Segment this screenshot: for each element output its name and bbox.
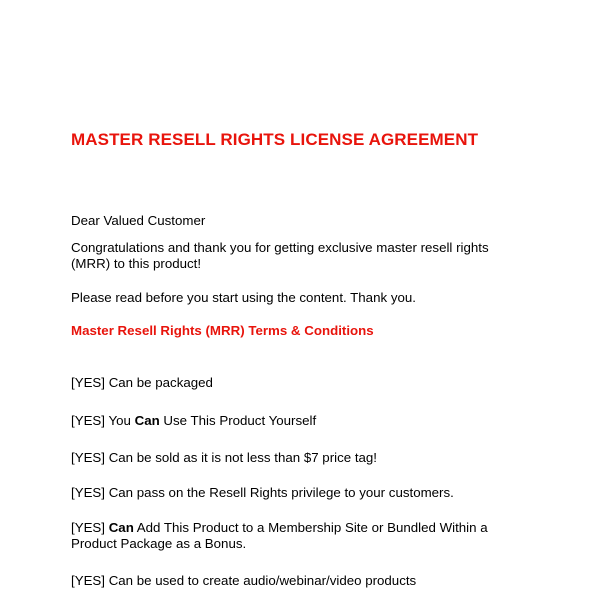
term-item-audio-video — [71, 573, 531, 589]
term-text: [YES] Can be packaged — [71, 375, 213, 390]
read-notice: Please read before you start using the content. Thank you. — [71, 290, 416, 305]
term-item-sold-as-is — [71, 450, 531, 466]
term-text: [YES] You — [71, 413, 135, 428]
congratulations-paragraph: Congratulations and thank you for getting exclusive master resell rights (MRR) to this product! — [71, 240, 489, 271]
term-text: Add This Product to a Membership Site or Bundled Within a Product Package as a Bonus. — [71, 520, 488, 551]
terms-heading: Master Resell Rights (MRR) Terms & Conditions — [71, 323, 374, 338]
term-text: [YES] Can pass on the Resell Rights privilege to your customers. — [71, 485, 454, 500]
term-text: [YES] Can be sold as it is not less than $7 price tag! — [71, 450, 377, 465]
term-item-use-yourself — [71, 413, 531, 429]
term-item-membership-bonus — [71, 520, 516, 552]
term-text: [YES] — [71, 520, 109, 535]
term-bold: Can — [134, 413, 160, 428]
term-bold: Can — [108, 520, 134, 535]
term-text: [YES] Can be used to create audio/webinar/video products — [71, 573, 417, 588]
term-item-packaged — [71, 375, 531, 391]
salutation: Dear Valued Customer — [71, 213, 206, 228]
term-item-pass-on-rights — [71, 485, 531, 501]
term-text: Use This Product Yourself — [159, 413, 317, 428]
document-title: MASTER RESELL RIGHTS LICENSE AGREEMENT — [71, 130, 479, 149]
